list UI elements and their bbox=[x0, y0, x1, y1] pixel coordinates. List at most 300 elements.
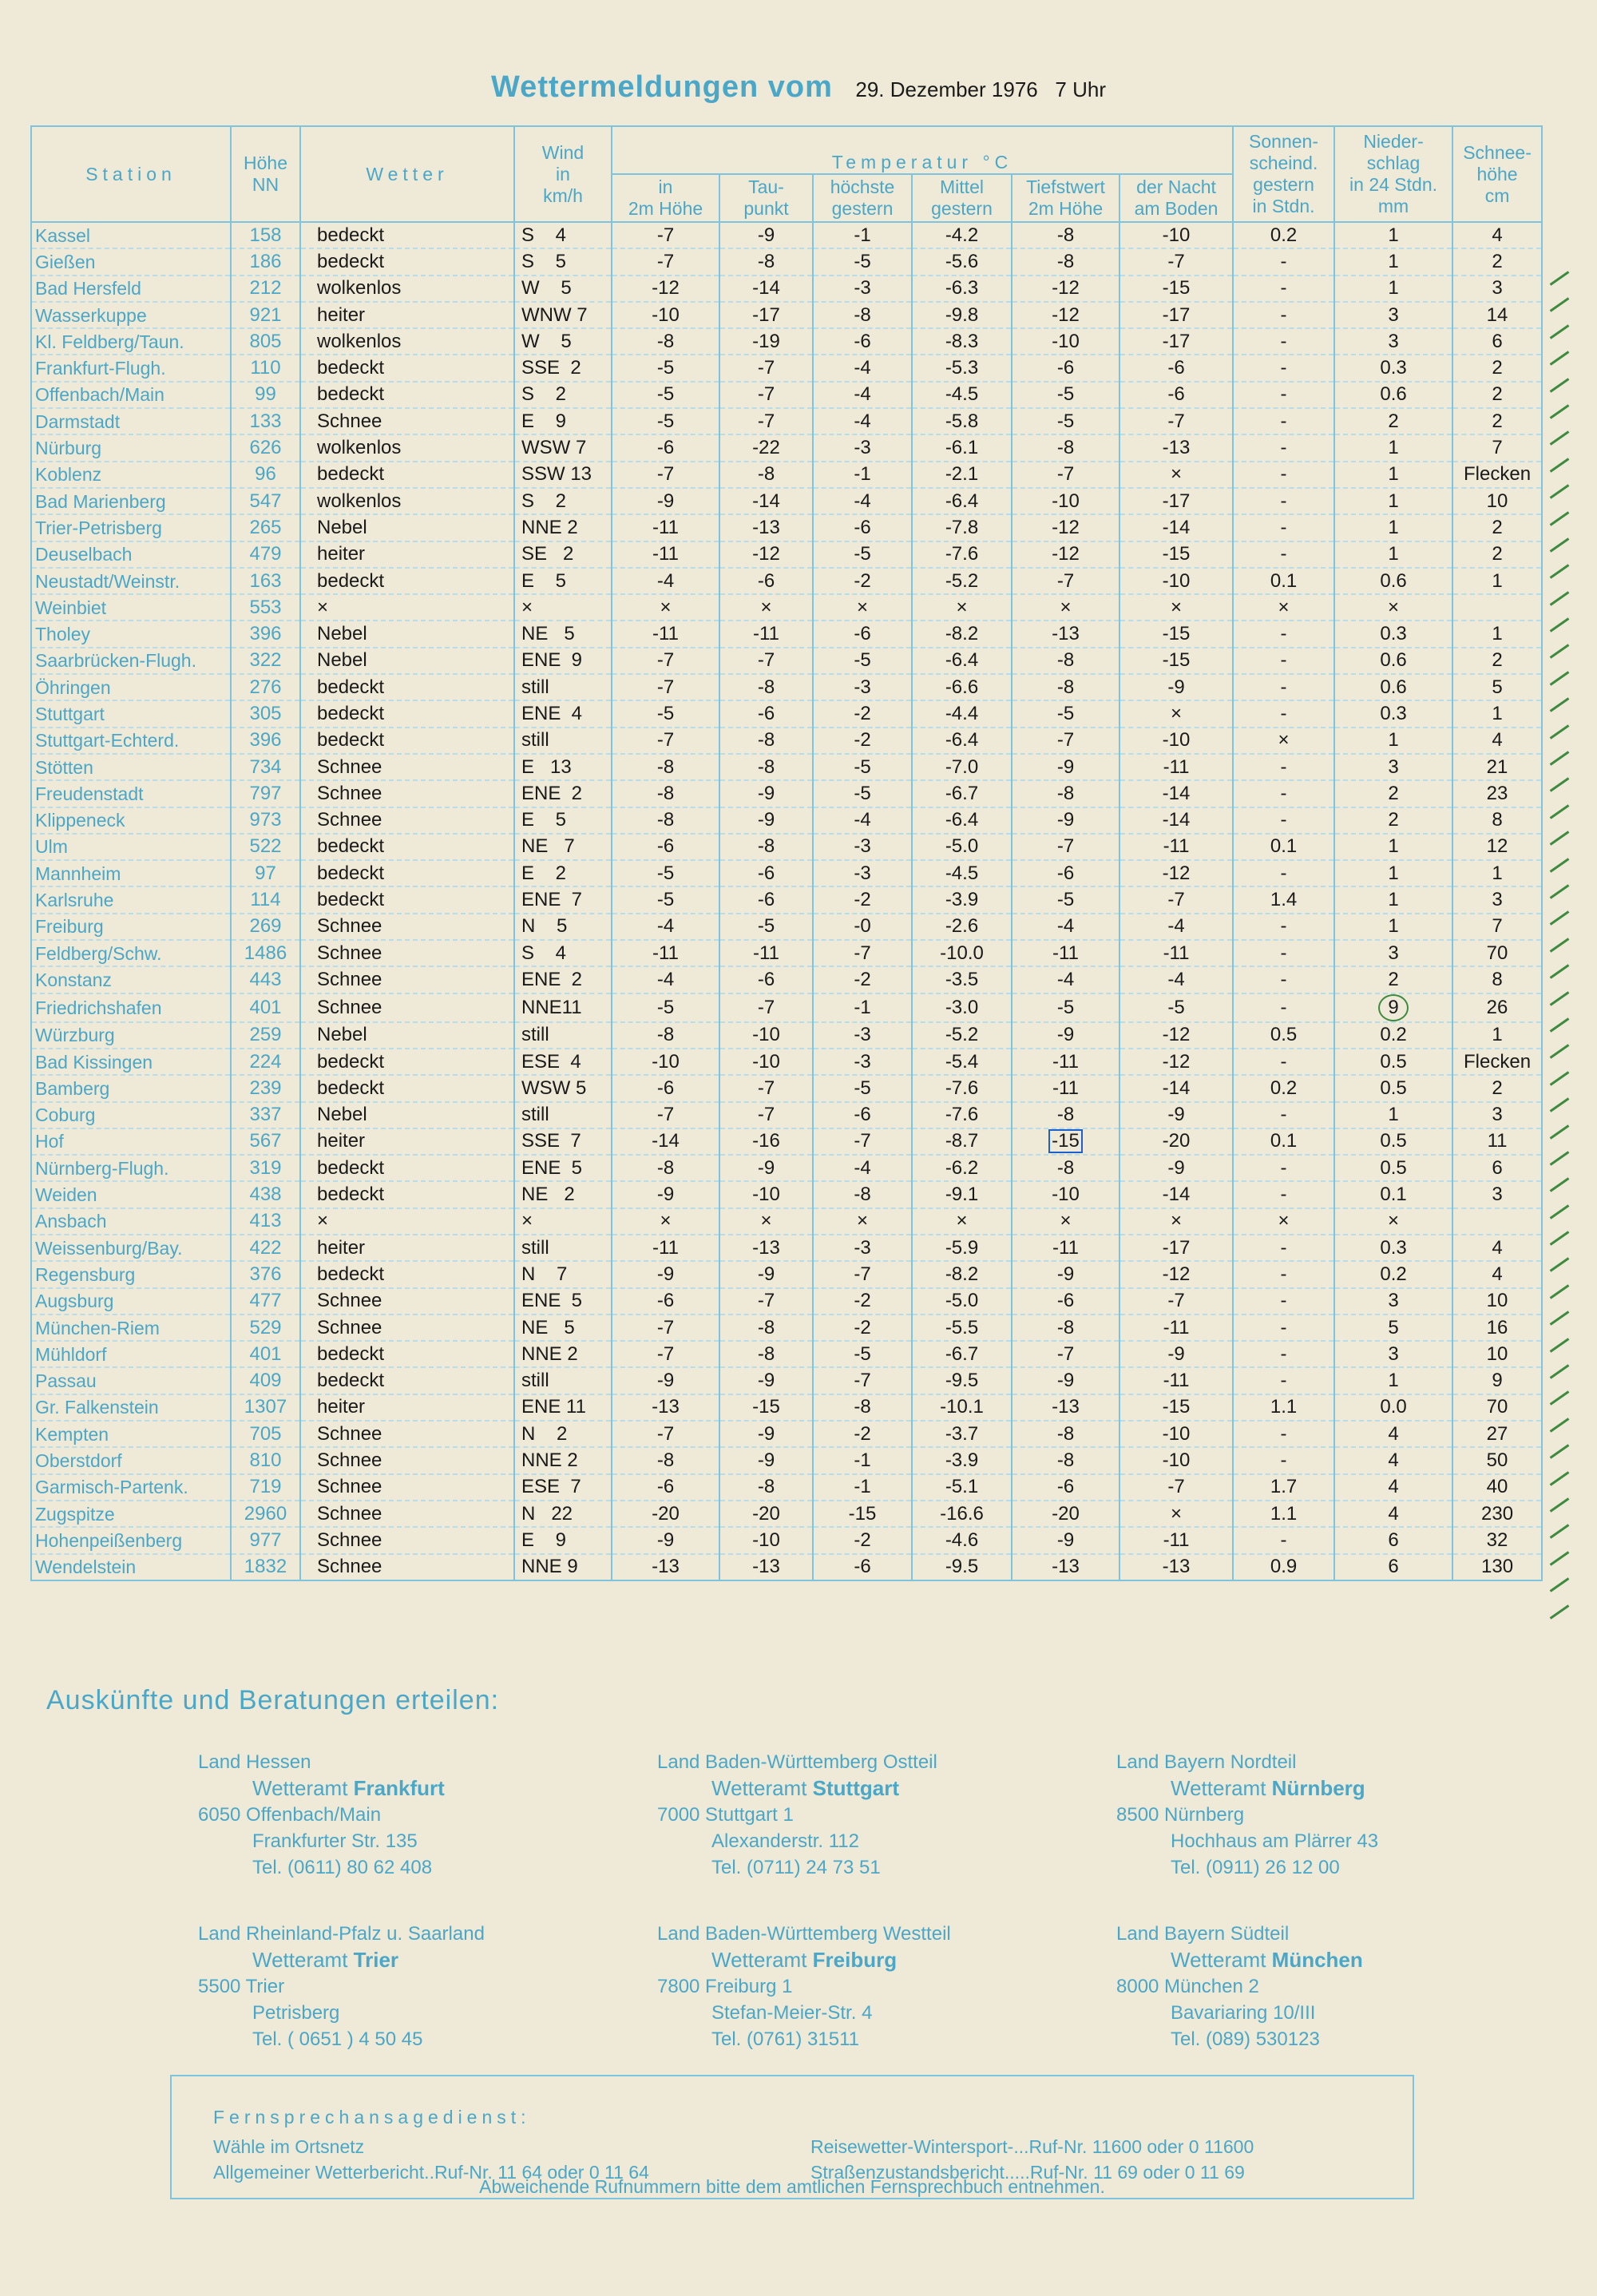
table-cell: -7 bbox=[1119, 408, 1233, 434]
col-sonne: Sonnen- scheind. gestern in Stdn. bbox=[1233, 126, 1334, 222]
table-cell: -13 bbox=[1012, 621, 1119, 647]
table-cell: Flecken bbox=[1452, 462, 1542, 488]
table-cell: -5.6 bbox=[912, 248, 1012, 275]
col-wind: Wind in km/h bbox=[514, 126, 612, 222]
table-cell: -1 bbox=[813, 1447, 912, 1473]
table-cell: heiter bbox=[300, 541, 514, 568]
table-cell: 1832 bbox=[231, 1554, 300, 1580]
table-cell: 1 bbox=[1452, 1022, 1542, 1049]
table-cell: Öhringen bbox=[31, 674, 231, 700]
table-cell: -5.0 bbox=[912, 1288, 1012, 1315]
check-mark-icon bbox=[1545, 1037, 1593, 1064]
table-cell: ESE 4 bbox=[514, 1049, 612, 1075]
table-cell: 133 bbox=[231, 408, 300, 434]
table-cell: -7 bbox=[813, 940, 912, 966]
table-cell: -5.4 bbox=[912, 1049, 1012, 1075]
table-cell: Schnee bbox=[300, 1288, 514, 1315]
table-cell: -2 bbox=[813, 1288, 912, 1315]
table-cell: Nebel bbox=[300, 514, 514, 541]
table-cell: E 2 bbox=[514, 860, 612, 886]
table-cell: -10 bbox=[1012, 488, 1119, 514]
table-row bbox=[31, 1474, 1542, 1501]
table-cell: 1 bbox=[1334, 886, 1452, 913]
table-cell: -6.7 bbox=[912, 1341, 1012, 1367]
table-cell: -11 bbox=[1012, 1075, 1119, 1101]
table-row bbox=[31, 328, 1542, 355]
table-cell: -9 bbox=[612, 488, 719, 514]
table-cell: Bad Hersfeld bbox=[31, 276, 231, 302]
table-cell: -5 bbox=[813, 248, 912, 275]
table-cell: - bbox=[1233, 914, 1334, 940]
table-cell: -5 bbox=[813, 541, 912, 568]
check-mark-icon bbox=[1545, 344, 1593, 371]
table-cell: Nürburg bbox=[31, 434, 231, 461]
table-cell: 626 bbox=[231, 434, 300, 461]
table-cell: -4 bbox=[1012, 914, 1119, 940]
table-cell: NE 5 bbox=[514, 1315, 612, 1341]
table-cell: × bbox=[719, 1208, 813, 1235]
table-cell: 2 bbox=[1452, 382, 1542, 408]
table-cell: -7 bbox=[612, 1102, 719, 1128]
table-cell: -6 bbox=[813, 1102, 912, 1128]
table-cell: -6.4 bbox=[912, 807, 1012, 834]
table-cell: 477 bbox=[231, 1288, 300, 1315]
weather-table bbox=[30, 125, 1543, 1581]
table-cell: Frankfurt-Flugh. bbox=[31, 355, 231, 381]
table-cell: 413 bbox=[231, 1208, 300, 1235]
check-mark-icon bbox=[1545, 691, 1593, 717]
table-cell: 0.1 bbox=[1334, 1181, 1452, 1207]
table-cell: -3 bbox=[813, 276, 912, 302]
table-cell: Nebel bbox=[300, 1102, 514, 1128]
table-cell: -11 bbox=[1119, 1315, 1233, 1341]
document-header bbox=[0, 70, 1597, 105]
table-cell: 276 bbox=[231, 674, 300, 700]
table-cell: NNE 2 bbox=[514, 1447, 612, 1473]
table-cell: Schnee bbox=[300, 408, 514, 434]
table-cell: -9 bbox=[612, 1261, 719, 1287]
table-cell: -6 bbox=[1119, 382, 1233, 408]
check-mark-icon bbox=[1545, 1358, 1593, 1384]
table-cell: - bbox=[1233, 1367, 1334, 1394]
table-cell: Freiburg bbox=[31, 914, 231, 940]
table-cell: wolkenlos bbox=[300, 276, 514, 302]
table-cell: 1 bbox=[1334, 488, 1452, 514]
table-cell: -4.2 bbox=[912, 222, 1012, 248]
check-mark-icon bbox=[1545, 985, 1593, 1011]
table-cell: -10 bbox=[719, 1022, 813, 1049]
table-cell: 401 bbox=[231, 993, 300, 1022]
table-cell: NE 7 bbox=[514, 834, 612, 860]
table-cell: -5 bbox=[719, 914, 813, 940]
table-cell: Schnee bbox=[300, 914, 514, 940]
table-cell: Schnee bbox=[300, 940, 514, 966]
table-cell: - bbox=[1233, 993, 1334, 1022]
table-cell: - bbox=[1233, 434, 1334, 461]
table-row bbox=[31, 276, 1542, 302]
table-cell: -22 bbox=[719, 434, 813, 461]
table-cell: -3 bbox=[813, 1049, 912, 1075]
table-cell: -5 bbox=[612, 886, 719, 913]
table-cell: 23 bbox=[1452, 780, 1542, 807]
col-nacht-boden: der Nacht am Boden bbox=[1119, 174, 1233, 222]
table-row bbox=[31, 248, 1542, 275]
table-cell: Bamberg bbox=[31, 1075, 231, 1101]
table-cell: -4 bbox=[612, 966, 719, 993]
table-cell: 4 bbox=[1334, 1501, 1452, 1527]
table-cell: × bbox=[1334, 594, 1452, 621]
table-cell: -5 bbox=[1012, 993, 1119, 1022]
table-cell: -8 bbox=[719, 728, 813, 754]
service-right: Reisewetter-Wintersport-...Ruf-Nr. 11600 oder 0 11600 Straßenzustandsbericht.....Ruf-Nr. 11 69 oder 0 11 69 bbox=[810, 2136, 1254, 2183]
table-row bbox=[31, 568, 1542, 594]
table-cell: -5 bbox=[612, 382, 719, 408]
table-row bbox=[31, 807, 1542, 834]
table-cell: -10 bbox=[1119, 222, 1233, 248]
table-cell: bedeckt bbox=[300, 1261, 514, 1287]
table-cell: bedeckt bbox=[300, 382, 514, 408]
check-mark-icon bbox=[1545, 771, 1593, 797]
check-mark-icon bbox=[1545, 505, 1593, 531]
table-cell: -10.0 bbox=[912, 940, 1012, 966]
table-cell: Zugspitze bbox=[31, 1501, 231, 1527]
table-cell: -8.2 bbox=[912, 621, 1012, 647]
check-mark-icon bbox=[1545, 1411, 1593, 1437]
table-cell: S 4 bbox=[514, 222, 612, 248]
table-cell: Regensburg bbox=[31, 1261, 231, 1287]
table-cell: 16 bbox=[1452, 1315, 1542, 1341]
table-cell: -2 bbox=[813, 1527, 912, 1553]
table-cell: × bbox=[1233, 728, 1334, 754]
col-hoechste: höchste gestern bbox=[813, 174, 912, 222]
table-cell: -7 bbox=[612, 728, 719, 754]
table-cell: bedeckt bbox=[300, 700, 514, 727]
check-mark-icon bbox=[1545, 531, 1593, 557]
table-cell: -6.4 bbox=[912, 648, 1012, 674]
table-cell: 14 bbox=[1452, 302, 1542, 328]
table-cell: - bbox=[1233, 621, 1334, 647]
table-cell: Schnee bbox=[300, 1447, 514, 1473]
table-cell bbox=[1452, 594, 1542, 621]
table-cell: -6 bbox=[719, 860, 813, 886]
table-cell: - bbox=[1233, 1102, 1334, 1128]
table-cell: 3 bbox=[1452, 1181, 1542, 1207]
table-cell: -9 bbox=[1012, 1367, 1119, 1394]
check-mark-icon bbox=[1545, 398, 1593, 424]
table-cell: 547 bbox=[231, 488, 300, 514]
table-cell: × bbox=[912, 594, 1012, 621]
table-cell: -7 bbox=[719, 648, 813, 674]
table-cell: -6 bbox=[813, 1554, 912, 1580]
table-cell: -2 bbox=[813, 568, 912, 594]
table-cell: -6.2 bbox=[912, 1155, 1012, 1181]
table-cell: × bbox=[612, 1208, 719, 1235]
table-cell: S 2 bbox=[514, 382, 612, 408]
table-cell: 0.2 bbox=[1233, 222, 1334, 248]
table-cell: ENE 5 bbox=[514, 1155, 612, 1181]
table-cell: -4 bbox=[1119, 914, 1233, 940]
table-cell: Mühldorf bbox=[31, 1341, 231, 1367]
table-cell: - bbox=[1233, 674, 1334, 700]
table-cell: wolkenlos bbox=[300, 434, 514, 461]
table-row bbox=[31, 780, 1542, 807]
table-cell: 2960 bbox=[231, 1501, 300, 1527]
table-cell: -5 bbox=[1012, 408, 1119, 434]
table-cell: × bbox=[1119, 594, 1233, 621]
table-cell: still bbox=[514, 1235, 612, 1261]
table-cell: 2 bbox=[1334, 966, 1452, 993]
table-cell: 40 bbox=[1452, 1474, 1542, 1501]
office-block: Land Bayern Südteil Wetteramt München 8000 München 2 Bavariaring 10/III Tel. (089) 530123 bbox=[1116, 1923, 1363, 2050]
table-row bbox=[31, 488, 1542, 514]
table-cell: 422 bbox=[231, 1235, 300, 1261]
table-cell: -15 bbox=[1119, 541, 1233, 568]
table-row bbox=[31, 1394, 1542, 1421]
table-cell: 479 bbox=[231, 541, 300, 568]
table-cell: bedeckt bbox=[300, 1155, 514, 1181]
col-tiefstwert: Tiefstwert 2m Höhe bbox=[1012, 174, 1119, 222]
table-cell: Stuttgart bbox=[31, 700, 231, 727]
check-mark-icon bbox=[1545, 904, 1593, 930]
table-row bbox=[31, 966, 1542, 993]
table-cell: 0.6 bbox=[1334, 674, 1452, 700]
table-cell: 3 bbox=[1334, 754, 1452, 780]
table-cell: -7 bbox=[612, 222, 719, 248]
table-cell: Freudenstadt bbox=[31, 780, 231, 807]
table-cell: -9 bbox=[1012, 754, 1119, 780]
table-cell: - bbox=[1233, 462, 1334, 488]
table-cell: -9 bbox=[719, 780, 813, 807]
table-row bbox=[31, 1367, 1542, 1394]
table-row bbox=[31, 541, 1542, 568]
table-cell: -7 bbox=[612, 462, 719, 488]
table-cell: -6 bbox=[612, 434, 719, 461]
table-cell: -12 bbox=[1119, 1049, 1233, 1075]
table-cell: - bbox=[1233, 276, 1334, 302]
table-cell: -7 bbox=[719, 993, 813, 1022]
phone-service-box bbox=[170, 2075, 1414, 2199]
table-cell: -4 bbox=[813, 382, 912, 408]
table-cell: 50 bbox=[1452, 1447, 1542, 1473]
table-cell: -10 bbox=[719, 1527, 813, 1553]
table-row bbox=[31, 355, 1542, 381]
table-cell: -3.9 bbox=[912, 1447, 1012, 1473]
table-row bbox=[31, 1155, 1542, 1181]
table-row bbox=[31, 1049, 1542, 1075]
table-row bbox=[31, 408, 1542, 434]
table-cell: -6 bbox=[813, 328, 912, 355]
table-cell: 705 bbox=[231, 1421, 300, 1447]
table-row bbox=[31, 222, 1542, 248]
table-cell: -14 bbox=[1119, 1075, 1233, 1101]
table-cell: -5.1 bbox=[912, 1474, 1012, 1501]
table-cell: 0.5 bbox=[1233, 1022, 1334, 1049]
table-cell: -7 bbox=[1012, 728, 1119, 754]
table-cell: × bbox=[1334, 1208, 1452, 1235]
table-cell: 3 bbox=[1334, 940, 1452, 966]
table-cell: -6 bbox=[719, 700, 813, 727]
office-block: Land Baden-Württemberg Westteil Wetteramt Freiburg 7800 Freiburg 1 Stefan-Meier-Str. 4 Tel. (0761) 31511 bbox=[657, 1923, 951, 2050]
table-cell: 3 bbox=[1334, 1341, 1452, 1367]
table-cell: - bbox=[1233, 1235, 1334, 1261]
table-cell: -9 bbox=[1119, 1102, 1233, 1128]
table-cell: -14 bbox=[1119, 1181, 1233, 1207]
table-cell: bedeckt bbox=[300, 834, 514, 860]
check-mark-icon bbox=[1545, 637, 1593, 664]
table-cell: - bbox=[1233, 382, 1334, 408]
table-cell: -9 bbox=[612, 1527, 719, 1553]
table-cell: -6 bbox=[1119, 355, 1233, 381]
table-row bbox=[31, 674, 1542, 700]
table-cell: 0.2 bbox=[1334, 1022, 1452, 1049]
table-cell: Feldberg/Schw. bbox=[31, 940, 231, 966]
table-cell: ENE 4 bbox=[514, 700, 612, 727]
table-cell: Schnee bbox=[300, 780, 514, 807]
table-cell: 4 bbox=[1334, 1474, 1452, 1501]
page-title: Wettermeldungen vom bbox=[491, 70, 833, 104]
table-row bbox=[31, 886, 1542, 913]
table-cell: -6 bbox=[719, 886, 813, 913]
table-cell: 443 bbox=[231, 966, 300, 993]
table-cell: WSW 5 bbox=[514, 1075, 612, 1101]
table-cell: -3.7 bbox=[912, 1421, 1012, 1447]
table-cell: 305 bbox=[231, 700, 300, 727]
table-row bbox=[31, 1527, 1542, 1553]
table-cell: 0.1 bbox=[1233, 568, 1334, 594]
table-cell: 4 bbox=[1452, 1261, 1542, 1287]
table-cell: -16 bbox=[719, 1128, 813, 1155]
table-cell: 401 bbox=[231, 1341, 300, 1367]
table-cell: -10 bbox=[719, 1181, 813, 1207]
table-cell: -9 bbox=[1119, 1341, 1233, 1367]
table-cell: WNW 7 bbox=[514, 302, 612, 328]
table-cell: -15 bbox=[1012, 1128, 1119, 1155]
check-mark-icon bbox=[1545, 1571, 1593, 1597]
table-cell: -13 bbox=[719, 1554, 813, 1580]
table-cell: Augsburg bbox=[31, 1288, 231, 1315]
table-cell: -20 bbox=[612, 1501, 719, 1527]
table-cell: -9 bbox=[719, 1447, 813, 1473]
table-cell: -6 bbox=[1012, 355, 1119, 381]
table-cell: wolkenlos bbox=[300, 488, 514, 514]
table-cell: -5 bbox=[813, 754, 912, 780]
table-cell: -9.8 bbox=[912, 302, 1012, 328]
table-cell: 719 bbox=[231, 1474, 300, 1501]
table-cell: Bad Marienberg bbox=[31, 488, 231, 514]
table-cell: bedeckt bbox=[300, 462, 514, 488]
table-cell: -6 bbox=[719, 966, 813, 993]
table-cell: - bbox=[1233, 541, 1334, 568]
table-cell: heiter bbox=[300, 302, 514, 328]
table-cell: Klippeneck bbox=[31, 807, 231, 834]
check-marks bbox=[1545, 264, 1593, 1624]
table-cell: -8 bbox=[1012, 222, 1119, 248]
table-cell: -6 bbox=[813, 621, 912, 647]
table-row bbox=[31, 1421, 1542, 1447]
table-cell: 6 bbox=[1334, 1527, 1452, 1553]
table-cell: bedeckt bbox=[300, 568, 514, 594]
table-cell: -15 bbox=[1119, 276, 1233, 302]
table-cell: × bbox=[1012, 1208, 1119, 1235]
table-cell: 0.1 bbox=[1233, 834, 1334, 860]
table-cell: -5 bbox=[1012, 700, 1119, 727]
table-cell: 1486 bbox=[231, 940, 300, 966]
table-row bbox=[31, 1288, 1542, 1315]
table-cell: -11 bbox=[1119, 940, 1233, 966]
table-cell: -11 bbox=[719, 621, 813, 647]
table-cell: -3.9 bbox=[912, 886, 1012, 913]
table-cell: Gr. Falkenstein bbox=[31, 1394, 231, 1421]
contacts-heading: Auskünfte und Beratungen erteilen: bbox=[46, 1685, 500, 1715]
table-cell: Gießen bbox=[31, 248, 231, 275]
table-cell: - bbox=[1233, 408, 1334, 434]
table-cell: - bbox=[1233, 860, 1334, 886]
table-cell: -5.3 bbox=[912, 355, 1012, 381]
table-cell: -13 bbox=[719, 1235, 813, 1261]
table-cell: -3 bbox=[813, 434, 912, 461]
service-title: Fernsprechansagedienst: bbox=[213, 2107, 531, 2127]
table-cell: 3 bbox=[1452, 1102, 1542, 1128]
table-cell: bedeckt bbox=[300, 248, 514, 275]
table-cell: -10 bbox=[612, 1049, 719, 1075]
table-cell: München-Riem bbox=[31, 1315, 231, 1341]
table-cell: S 5 bbox=[514, 248, 612, 275]
table-cell: 1 bbox=[1452, 700, 1542, 727]
check-mark-icon bbox=[1545, 424, 1593, 450]
table-cell: 239 bbox=[231, 1075, 300, 1101]
table-cell: -11 bbox=[1012, 1049, 1119, 1075]
check-mark-icon bbox=[1545, 1198, 1593, 1224]
report-date: 29. Dezember 1976 7 Uhr bbox=[855, 77, 1106, 101]
table-cell: 376 bbox=[231, 1261, 300, 1287]
table-cell: -9.1 bbox=[912, 1181, 1012, 1207]
table-cell: 1 bbox=[1334, 541, 1452, 568]
table-cell: -10 bbox=[719, 1049, 813, 1075]
table-cell: heiter bbox=[300, 1128, 514, 1155]
table-row bbox=[31, 1315, 1542, 1341]
table-cell: -7 bbox=[719, 1102, 813, 1128]
table-cell: -3.5 bbox=[912, 966, 1012, 993]
table-cell: heiter bbox=[300, 1235, 514, 1261]
table-cell: Hohenpeißenberg bbox=[31, 1527, 231, 1553]
table-cell: Oberstdorf bbox=[31, 1447, 231, 1473]
table-cell: 12 bbox=[1452, 834, 1542, 860]
table-cell: Weiden bbox=[31, 1181, 231, 1207]
table-cell: 409 bbox=[231, 1367, 300, 1394]
table-cell: ENE 5 bbox=[514, 1288, 612, 1315]
check-mark-icon bbox=[1545, 1118, 1593, 1144]
table-cell: - bbox=[1233, 648, 1334, 674]
check-mark-icon bbox=[1545, 451, 1593, 478]
table-cell: Karlsruhe bbox=[31, 886, 231, 913]
table-cell: -4 bbox=[813, 488, 912, 514]
check-mark-icon bbox=[1545, 585, 1593, 611]
table-cell: -17 bbox=[1119, 302, 1233, 328]
table-cell: -13 bbox=[1119, 1554, 1233, 1580]
table-cell: -14 bbox=[1119, 514, 1233, 541]
table-cell: bedeckt bbox=[300, 1367, 514, 1394]
table-cell: 0.2 bbox=[1334, 1261, 1452, 1287]
table-cell: Neustadt/Weinstr. bbox=[31, 568, 231, 594]
table-cell: 1.1 bbox=[1233, 1501, 1334, 1527]
check-mark-icon bbox=[1545, 1384, 1593, 1410]
table-cell: 0.3 bbox=[1334, 700, 1452, 727]
table-cell: -7 bbox=[1012, 568, 1119, 594]
table-cell: Schnee bbox=[300, 807, 514, 834]
table-cell: Flecken bbox=[1452, 1049, 1542, 1075]
table-cell: -15 bbox=[813, 1501, 912, 1527]
table-cell: 2 bbox=[1452, 514, 1542, 541]
